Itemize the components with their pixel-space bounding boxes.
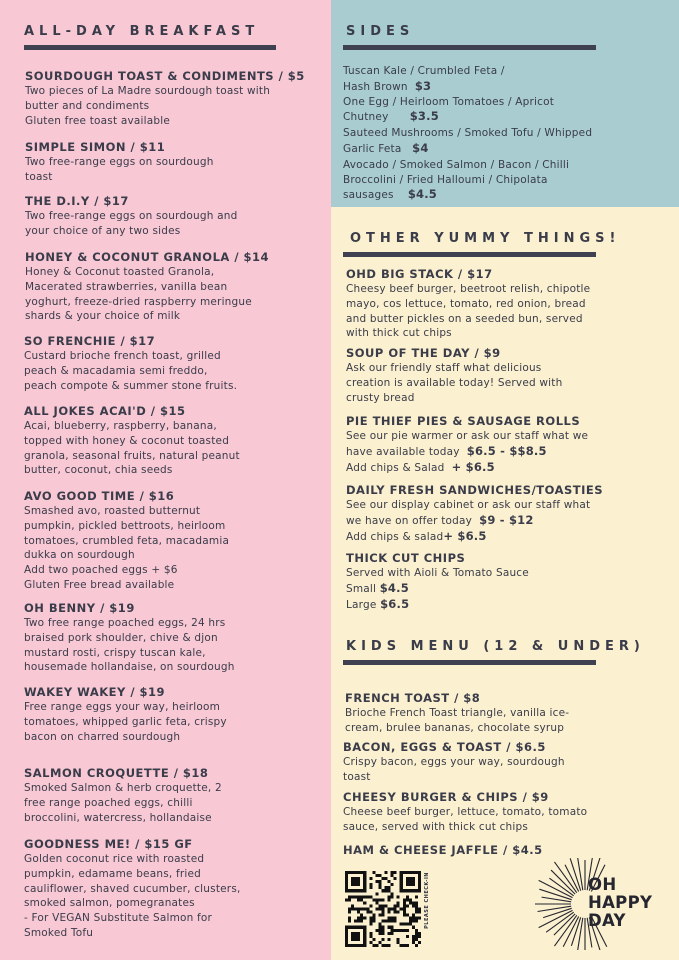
item-desc-line: braised pork shoulder, chive & djon: [24, 631, 218, 644]
menu-item-oh-benny: [24, 600, 324, 675]
item-desc-line: Small: [346, 582, 377, 595]
item-desc-line: Cheese beef burger, lettuce, tomato, tomato: [343, 806, 588, 818]
item-desc-line: have available today: [346, 445, 460, 458]
item-title: HAM & CHEESE JAFFLE / $4.5: [343, 843, 543, 857]
item-desc-line: peach & macadamia semi freddo,: [24, 364, 208, 377]
menu-item-so-frenchie: [24, 333, 324, 393]
side-line: Tuscan Kale / Crumbled Feta /: [343, 65, 505, 77]
item-title: PIE THIEF PIES & SAUSAGE ROLLS: [346, 414, 581, 428]
item-desc-line: Two pieces of La Madre sourdough toast with: [25, 85, 271, 97]
item-desc-line: toast: [343, 770, 371, 783]
side-line: sausages: [343, 189, 394, 202]
item-price: $4.5: [379, 580, 409, 595]
item-desc-line: butter and condiments: [25, 99, 150, 112]
side-line: Garlic Feta: [343, 142, 402, 155]
side-price: $4: [412, 140, 429, 155]
item-title: FRENCH TOAST / $8: [345, 691, 481, 705]
item-desc-line: tomatoes, crumbled feta, macadamia: [24, 534, 230, 547]
menu-item-granola: [25, 249, 325, 324]
item-desc-line: Gluten free toast available: [25, 114, 171, 127]
side-line: Broccolini / Fried Halloumi / Chipolata: [343, 173, 548, 186]
side-line: Avocado / Smoked Salmon / Bacon / Chilli: [343, 158, 570, 171]
side-price: $3.5: [409, 109, 439, 124]
item-title: SALMON CROQUETTE / $18: [24, 766, 209, 780]
item-desc-line: Two free-range eggs on sourdough and: [25, 210, 238, 222]
item-price: $6.5 - $$8.5: [466, 443, 547, 458]
item-desc-line: Custard brioche french toast, grilled: [24, 350, 221, 362]
item-desc-line: granola, seasonal fruits, natural peanut: [24, 449, 240, 462]
side-price: $3: [414, 78, 432, 93]
item-title: THICK CUT CHIPS: [346, 551, 466, 565]
item-desc-line: Smoked Salmon & herb croquette, 2: [24, 782, 222, 794]
menu-item-wakey-wakey: [24, 684, 324, 744]
sides-rule: [343, 45, 596, 50]
item-desc-line: mustard rosti, crispy tuscan kale,: [24, 646, 206, 659]
item-desc-line: your choice of any two sides: [25, 224, 181, 237]
item-title: OH BENNY / $19: [24, 601, 135, 615]
item-title: SOURDOUGH TOAST & CONDIMENTS / $5: [25, 69, 305, 83]
item-desc-line: See our pie warmer or ask our staff what we: [346, 430, 589, 442]
item-title: ALL JOKES ACAI'D / $15: [24, 404, 186, 418]
item-desc-line: mayo, cos lettuce, tomato, red onion, bread: [346, 297, 586, 310]
item-desc-line: pumpkin, pickled bettroots, heirloom: [24, 519, 226, 532]
menu-item-avo: [24, 488, 324, 593]
item-desc-line: free range poached eggs, chilli: [24, 796, 193, 809]
kids-title: KIDS MENU (12 & UNDER): [346, 639, 645, 654]
item-desc-line: and butter pickles on a seeded bun, served: [346, 312, 583, 325]
item-desc-line: - For VEGAN Substitute Salmon for: [24, 912, 213, 925]
item-desc-line: broccolini, watercress, hollandaise: [24, 811, 212, 824]
kids-rule: [343, 660, 596, 665]
sides-title: SIDES: [346, 24, 415, 39]
item-desc-line: Gluten Free bread available: [24, 578, 175, 591]
item-desc-line: Macerated strawberries, vanilla bean: [25, 280, 228, 293]
item-desc-line: dukka on sourdough: [24, 549, 135, 562]
logo-text-line: DAY: [588, 911, 626, 930]
item-desc-line: with thick cut chips: [346, 327, 452, 340]
qr-code[interactable]: [345, 871, 421, 947]
item-desc-line: peach compote & summer stone fruits.: [24, 379, 238, 392]
item-desc-line: Smoked Tofu: [24, 926, 94, 939]
item-desc-line: Golden coconut rice with roasted: [24, 853, 205, 865]
item-title: DAILY FRESH SANDWICHES/TOASTIES: [346, 483, 604, 497]
side-line: Sauteed Mushrooms / Smoked Tofu / Whipped: [343, 127, 593, 140]
menu-item-sourdough: [25, 68, 325, 128]
item-desc-line: cream, brulee bananas, chocolate syrup: [345, 721, 565, 734]
menu-item-chips: [346, 550, 666, 612]
item-title: OHD BIG STACK / $17: [346, 267, 493, 281]
side-line: Chutney: [343, 111, 389, 124]
item-desc-line: Crispy bacon, eggs your way, sourdough: [343, 756, 565, 768]
item-desc-line: creation is available today! Served with: [346, 376, 563, 389]
menu-item-big-stack: [346, 266, 666, 341]
item-title: BACON, EGGS & TOAST / $6.5: [343, 740, 546, 754]
item-title: SOUP OF THE DAY / $9: [346, 346, 501, 360]
menu-item-simple-simon: [25, 139, 325, 185]
item-title: GOODNESS ME! / $15 GF: [24, 837, 193, 851]
item-desc-line: sauce, served with thick cut chips: [343, 820, 529, 833]
item-title: HONEY & COCONUT GRANOLA / $14: [25, 250, 270, 264]
item-desc-line: Acai, blueberry, raspberry, banana,: [24, 420, 217, 432]
item-desc-line: See our display cabinet or ask our staff what: [346, 499, 591, 511]
item-title: THE D.I.Y / $17: [25, 194, 129, 208]
item-desc-line: we have on offer today: [346, 514, 473, 527]
item-desc-line: crusty bread: [346, 391, 415, 404]
breakfast-title: ALL-DAY BREAKFAST: [24, 24, 260, 39]
item-desc-line: Free range eggs your way, heirloom: [24, 701, 221, 713]
other-title: OTHER YUMMY THINGS!: [350, 231, 621, 246]
item-title: SO FRENCHIE / $17: [24, 334, 156, 348]
breakfast-rule: [24, 45, 276, 50]
sides-list: [343, 64, 673, 203]
item-desc-line: Brioche French Toast triangle, vanilla ice-: [345, 707, 570, 719]
menu-item-acai: [24, 403, 324, 478]
side-price: $4.5: [407, 187, 438, 202]
item-desc-line: housemade hollandaise, on sourdough: [24, 661, 235, 674]
item-desc-line: Add chips & salad: [346, 530, 444, 543]
item-title: CHEESY BURGER & CHIPS / $9: [343, 790, 549, 804]
item-desc-line: yoghurt, freeze-dried raspberry meringue: [25, 295, 252, 308]
menu-item-kids-burger: [343, 789, 663, 835]
menu-item-kids-bacon-eggs: [343, 739, 663, 785]
item-price: $9 - $12: [479, 512, 534, 527]
menu-item-diy: [25, 193, 325, 239]
item-price: + $6.5: [443, 528, 487, 543]
side-line: Hash Brown: [343, 80, 408, 93]
item-desc-line: smoked salmon, pomegranates: [24, 897, 195, 910]
menu-item-kids-french-toast: [345, 690, 665, 736]
logo-text-line: HAPPY: [588, 893, 653, 912]
other-rule: [343, 252, 596, 257]
menu-item-soup: [346, 345, 666, 405]
logo-text-line: OH: [588, 875, 617, 894]
menu-item-salmon-croquette: [24, 765, 324, 825]
item-desc-line: Two free-range eggs on sourdough: [25, 156, 214, 168]
menu-item-pies: [346, 413, 666, 475]
item-desc-line: tomatoes, whipped garlic feta, crispy: [24, 715, 227, 728]
item-desc-line: Honey & Coconut toasted Granola,: [25, 266, 215, 278]
item-price: $6.5: [380, 596, 410, 611]
check-in-label: PLEASE CHECK-IN: [424, 872, 430, 929]
item-desc-line: pumpkin, edamame beans, fried: [24, 867, 202, 880]
menu-item-kids-jaffle: [343, 842, 663, 858]
item-desc-line: toast: [25, 170, 53, 183]
item-title: WAKEY WAKEY / $19: [24, 685, 166, 699]
item-desc-line: Smashed avo, roasted butternut: [24, 505, 201, 517]
item-desc-line: butter, coconut, chia seeds: [24, 464, 173, 477]
item-price: + $6.5: [451, 459, 495, 474]
item-desc-line: Add chips & Salad: [346, 461, 445, 474]
item-desc-line: topped with honey & coconut toasted: [24, 434, 230, 447]
item-title: AVO GOOD TIME / $16: [24, 489, 175, 503]
menu-item-goodness-me: [24, 836, 324, 941]
item-desc-line: Two free range poached eggs, 24 hrs: [24, 617, 226, 629]
item-desc-line: shards & your choice of milk: [25, 310, 181, 323]
item-title: SIMPLE SIMON / $11: [25, 140, 166, 154]
side-line: One Egg / Heirloom Tomatoes / Apricot: [343, 95, 555, 108]
item-desc-line: Served with Aioli & Tomato Sauce: [346, 567, 529, 579]
item-desc-line: Ask our friendly staff what delicious: [346, 362, 542, 374]
item-desc-line: cauliflower, shaved cucumber, clusters,: [24, 882, 241, 895]
item-desc-line: bacon on charred sourdough: [24, 730, 181, 743]
item-desc-line: Add two poached eggs + $6: [24, 564, 178, 577]
item-desc-line: Cheesy beef burger, beetroot relish, chipotle: [346, 283, 591, 295]
menu-item-sandwiches: [346, 482, 666, 544]
item-desc-line: Large: [346, 598, 377, 611]
